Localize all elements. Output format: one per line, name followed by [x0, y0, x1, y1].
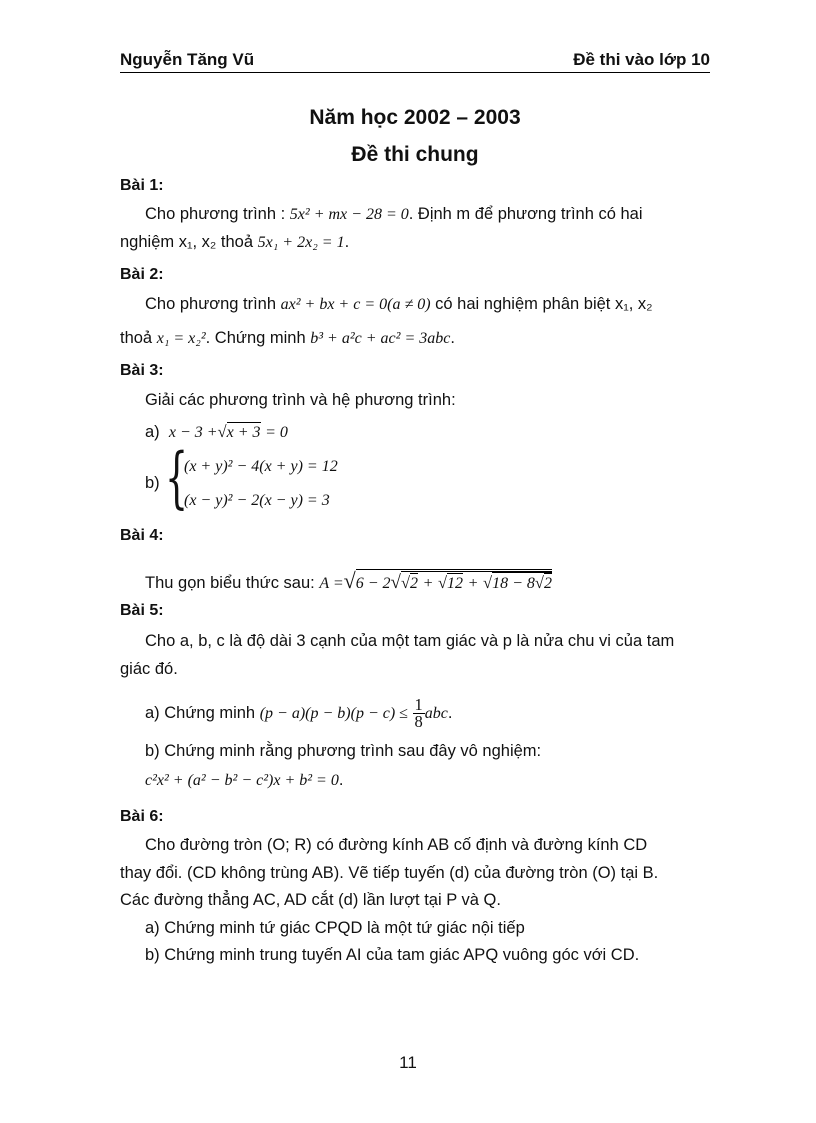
- bai1-equation: 5x² + mx − 28 = 0: [289, 206, 409, 223]
- bai2-line2: thoả x₁ = x₂². Chứng minh b³ + a²c + ac² = 3abc.: [120, 329, 455, 347]
- bai2-line1: [145, 295, 653, 314]
- system-brace: {: [165, 439, 189, 516]
- bai3-part-a: a) x − 3 +√x + 3 = 0: [145, 422, 288, 441]
- bai3-a-post: = 0: [265, 424, 288, 441]
- bai6-part-a: a) Chứng minh tứ giác CPQD là một tứ giác nội tiếp: [145, 919, 525, 937]
- bai3-a-pre: x − 3 +: [168, 424, 218, 441]
- header-book-title: Đề thi vào lớp 10: [573, 50, 710, 69]
- bai5-b-equation: c²x² + (a² − b² − c²)x + b² = 0.: [145, 771, 344, 789]
- bai1-line1-text: Cho phương trình :: [145, 205, 286, 223]
- bai6-line1: Cho đường tròn (O; R) có đường kính AB cố định và đường kính CD: [145, 836, 648, 854]
- bai4-6minus2: 6 − 2: [355, 575, 391, 592]
- bai5-part-a: a) Chứng minh (p − a)(p − b)(p − c) ≤ $\frac{1}{8}$ abc.: [145, 695, 453, 731]
- bai3-a-label: a): [145, 423, 160, 441]
- bai6-line3: Các đường thẳng AC, AD cắt (d) lần lượt tại P và Q.: [120, 891, 501, 909]
- bai1-line1: [145, 205, 643, 224]
- bai2-label: Bài 2:: [120, 266, 164, 283]
- bai4-plus1: +: [422, 575, 434, 592]
- bai5-a-math: (p − a)(p − b)(p − c) ≤: [259, 704, 408, 722]
- bai5-a-text: a) Chứng minh: [145, 703, 256, 722]
- bai6-line2: thay đổi. (CD không trùng AB). Vẽ tiếp tuyến (d) của đường tròn (O) tại B.: [120, 864, 659, 882]
- bai5-label: Bài 5:: [120, 602, 164, 619]
- bai5-line2: giác đó.: [120, 660, 178, 678]
- bai1-line2: nghiệm x₁, x₂ thoả 5x₁ + 2x₂ = 1.: [120, 233, 350, 251]
- bai4-18minus8: 18 − 8: [492, 575, 535, 592]
- bai4-sqrt12: 12: [447, 575, 464, 592]
- bai2-line2-mid: . Chứng minh: [205, 329, 306, 347]
- bai1-condition: 5x₁ + 2x₂ = 1: [257, 234, 345, 251]
- bai4-sqrt2b: 2: [543, 575, 552, 592]
- bai5-b-math: c²x² + (a² − b² − c²)x + b² = 0: [145, 772, 339, 789]
- bai2-equation: ax² + bx + c = 0(a ≠ 0): [280, 296, 431, 313]
- frac-num: 1: [414, 695, 423, 714]
- bai1-line1-tail: . Định m để phương trình có hai: [408, 205, 643, 223]
- bai3-b-eq2: (x − y)² − 2(x − y) = 3: [184, 492, 330, 509]
- bai2-identity: b³ + a²c + ac² = 3abc: [310, 330, 451, 347]
- bai2-line1-tail: có hai nghiệm phân biệt x₁, x₂: [435, 295, 653, 313]
- bai5-line1: Cho a, b, c là độ dài 3 cạnh của một tam giác và p là nửa chu vi của tam: [145, 632, 675, 650]
- fraction-one-eighth: [413, 697, 425, 730]
- bai1-line2-text: nghiệm x₁, x₂ thoả: [120, 233, 254, 251]
- bai2-line1-text: Cho phương trình: [145, 295, 277, 313]
- bai4-sqrt2: 2: [410, 575, 418, 592]
- bai4-math-pre: A =: [319, 575, 344, 592]
- bai5-a-tail: abc: [424, 704, 448, 722]
- bai6-part-b: b) Chứng minh trung tuyến AI của tam giác APQ vuông góc với CD.: [145, 946, 640, 964]
- bai3-intro: Giải các phương trình và hệ phương trình:: [145, 391, 456, 409]
- bai2-line2-text: thoả: [120, 329, 153, 347]
- page-header: [120, 50, 710, 73]
- bai3-label: Bài 3:: [120, 362, 164, 379]
- exam-title: Đề thi chung: [351, 143, 479, 166]
- bai4-plus2: +: [467, 575, 479, 592]
- page-number: 11: [399, 1053, 417, 1072]
- bai4-text: Thu gọn biểu thức sau:: [145, 574, 315, 592]
- bai6-label: Bài 6:: [120, 808, 164, 825]
- year-title: Năm học 2002 – 2003: [309, 106, 521, 129]
- bai3-b-eq1: (x + y)² − 4(x + y) = 12: [184, 458, 338, 475]
- bai2-condition: x₁ = x₂²: [156, 330, 206, 347]
- bai4-line: Thu gọn biểu thức sau: A =√6 − 2√√2 + √12 + √18 − 8√2: [145, 568, 552, 593]
- bai5-part-b: b) Chứng minh rằng phương trình sau đây vô nghiệm:: [145, 742, 542, 760]
- bai3-b-label: b): [145, 474, 160, 492]
- header-author: Nguyễn Tăng Vũ: [120, 50, 255, 69]
- bai4-label: Bài 4:: [120, 527, 164, 544]
- bai1-label: Bài 1:: [120, 177, 164, 194]
- frac-den: 8: [414, 712, 423, 731]
- bai3-a-radicand: x + 3: [226, 424, 261, 441]
